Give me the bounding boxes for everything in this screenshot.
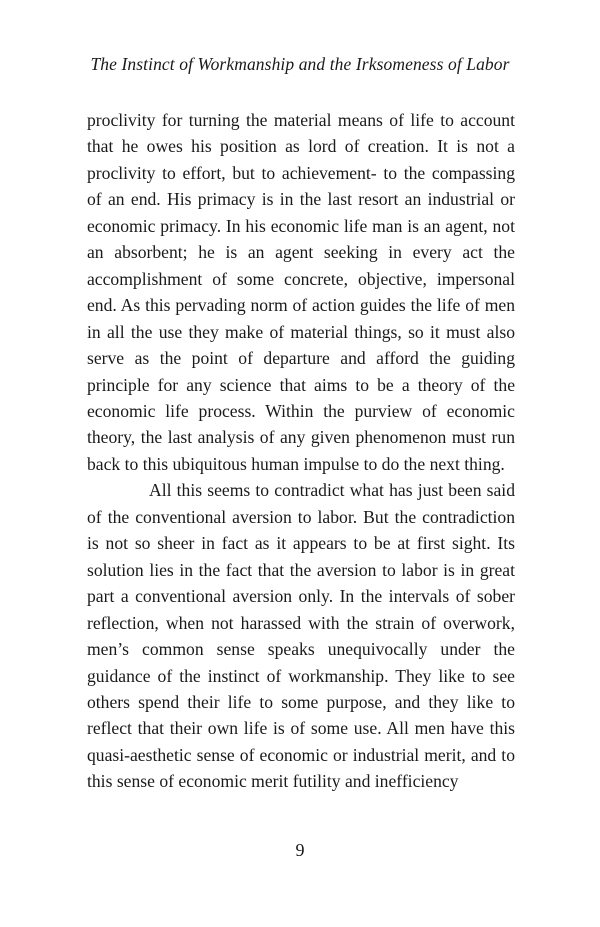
body-text — [87, 107, 515, 795]
paragraph-continued: proclivity for turning the material means of life to account that he owes his position as lord of creation. It is not a proclivity to effort, but to achievement- to the compassing of an end. His primacy is in the last resort an industrial or economic primacy. In his economic life man is an agent, not an absorbent; he is an agent seeking in every act the accomplishment of some concrete, objective, impersonal end. As this pervading norm of action guides the life of men in all the use they make of material things, so it must also serve as the point of departure and afford the guiding principle for any science that aims to be a theory of the economic life process. Within the purview of economic theory, the last analysis of any given phenomenon must run back to this ubiquitous human impulse to do the next thing. — [87, 110, 515, 474]
running-head-title: The Instinct of Workmanship and the Irksomeness of Labor — [90, 54, 510, 74]
page-number: 9 — [295, 840, 305, 860]
paragraph-indented: All this seems to contradict what has just been said of the conventional aversion to labor. But the contradiction is not so sheer in fact as it appears to be at first sight. Its solution lies in the fact that the aversion to labor is in great part a conventional aversion only. In the intervals of sober reflection, when not harassed with the strain of overwork, men’s common sense speaks unequivocally under the guidance of the instinct of workmanship. They like to see others spend their life to some purpose, and they like to reflect that their own life is of some use. All men have this quasi-aesthetic sense of economic or industrial merit, and to this sense of economic merit futility and inefficiency — [87, 480, 515, 792]
